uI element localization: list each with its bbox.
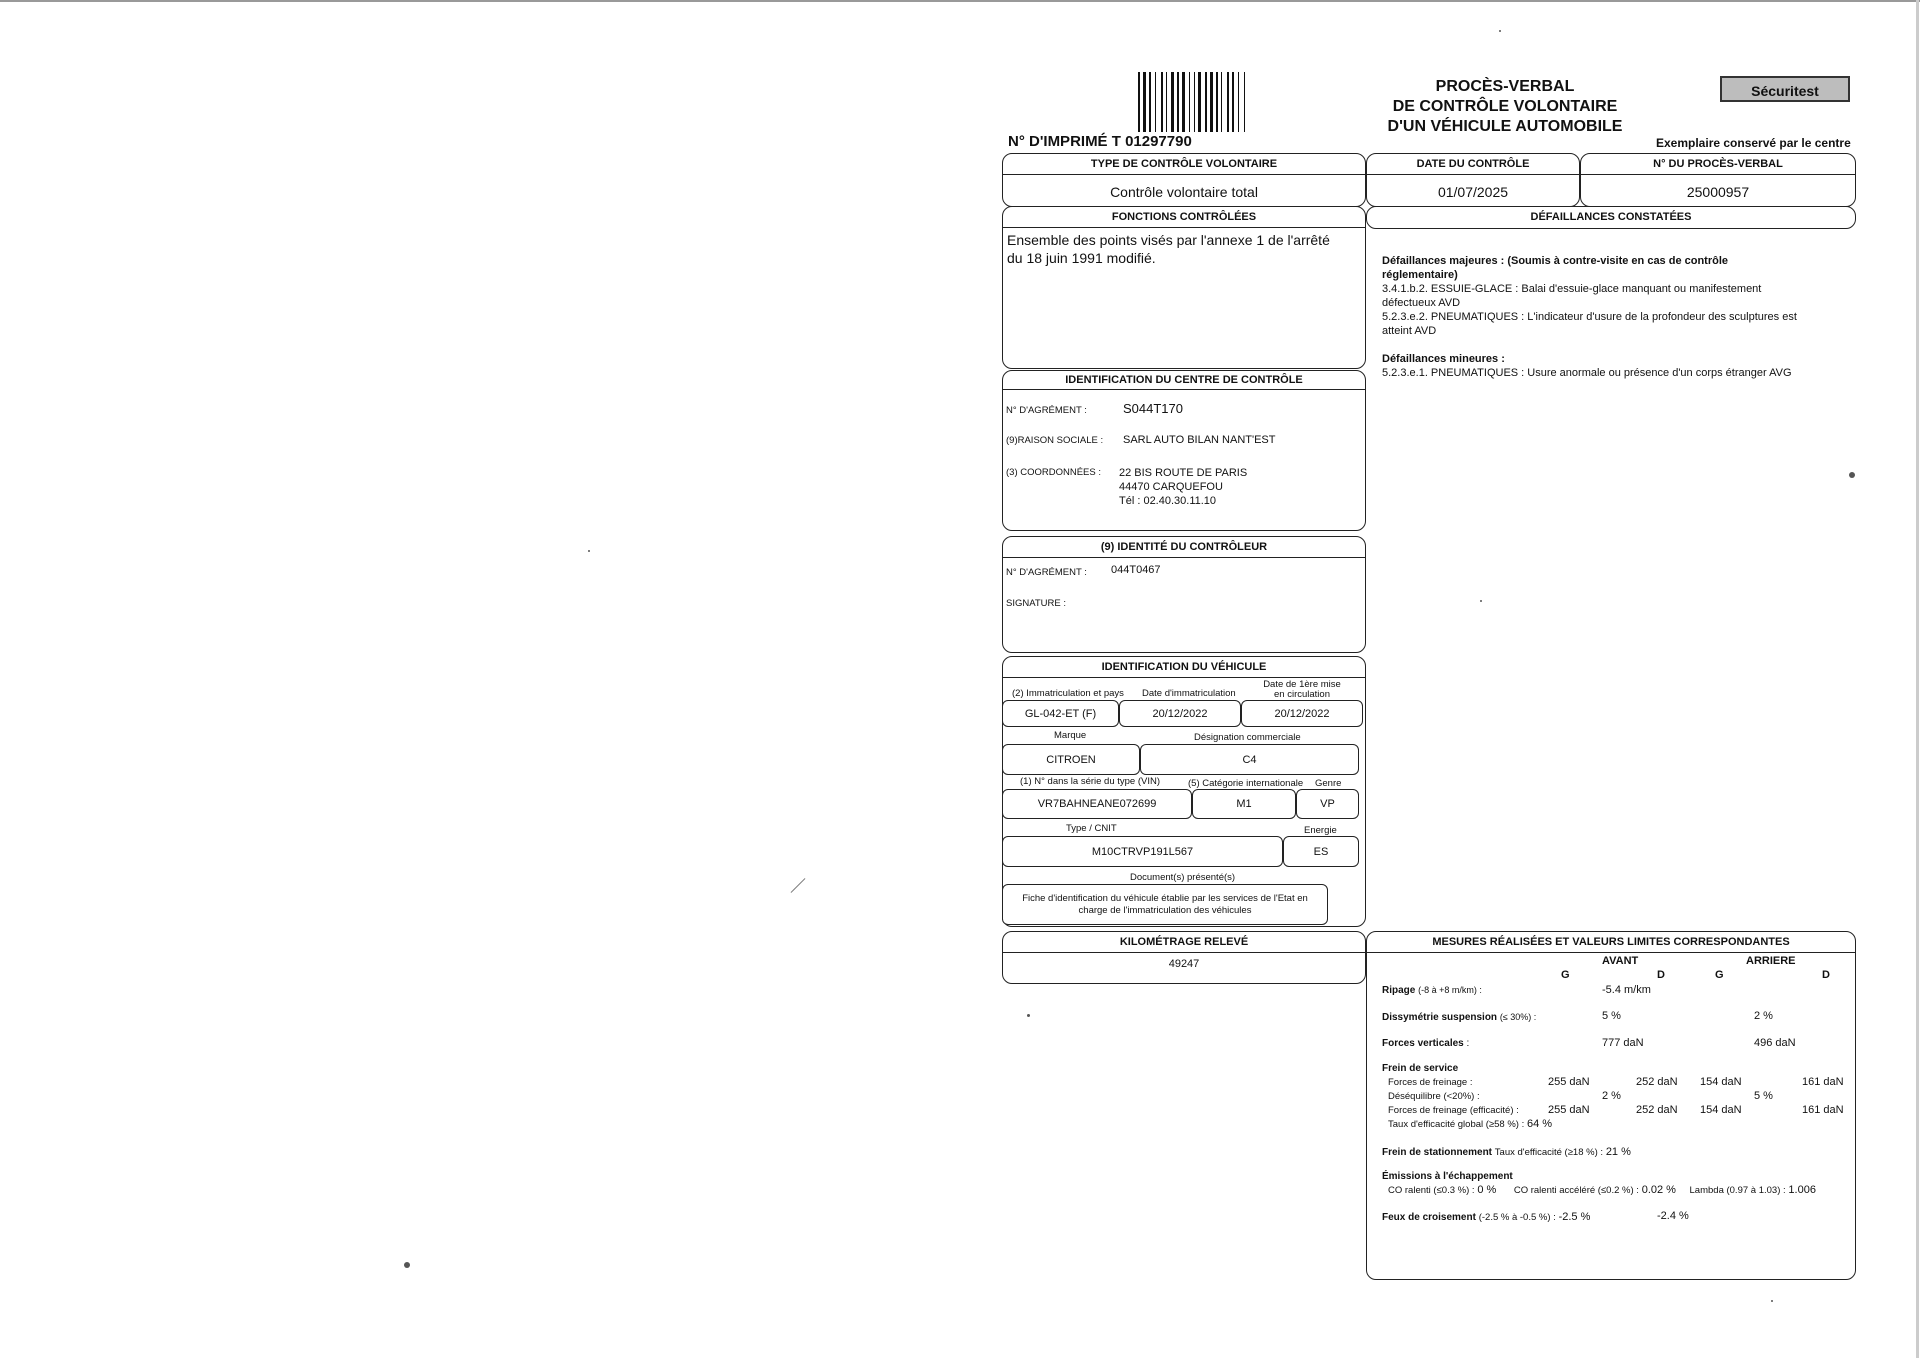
barcode-bar — [1171, 72, 1174, 132]
barcode-bar — [1143, 72, 1146, 132]
stationnement-value: 21 % — [1605, 1146, 1631, 1158]
energie-value: ES — [1283, 836, 1359, 867]
forces-v-ar: 496 daN — [1754, 1037, 1796, 1049]
categorie-label: (5) Catégorie internationale — [1188, 778, 1304, 789]
lambda-value: 1.006 — [1788, 1184, 1816, 1196]
barcode-bar — [1210, 72, 1213, 132]
ffe-arg: 154 daN — [1700, 1104, 1742, 1116]
date-controle-box — [1366, 153, 1580, 207]
defaillances-header-box — [1366, 206, 1856, 229]
scan-speck — [588, 550, 590, 552]
barcode-bar — [1227, 72, 1229, 132]
arriere-g-header: G — [1715, 969, 1724, 981]
date-circ-label-line-2: en circulation — [1274, 689, 1330, 700]
ripage-label: Ripage — [1382, 985, 1416, 996]
dissy-ar: 2 % — [1754, 1010, 1773, 1022]
barcode-bar — [1216, 72, 1218, 132]
centre-coord-line-2: 44470 CARQUEFOU — [1119, 481, 1223, 493]
title-line-1: PROCÈS-VERBAL — [1435, 78, 1575, 95]
cnit-label: Type / CNIT — [1066, 823, 1117, 834]
pv-number-box — [1580, 153, 1856, 207]
arriere-d-header: D — [1822, 969, 1830, 981]
type-controle-label: TYPE DE CONTRÔLE VOLONTAIRE — [1003, 154, 1365, 175]
forces-v-row — [1382, 1038, 1469, 1049]
barcode-bar — [1221, 72, 1222, 132]
majeure-line-2: défectueux AVD — [1382, 297, 1461, 309]
date-circ-label-line-1: Date de 1ère mise — [1263, 679, 1341, 690]
feux-limit: (-2.5 % à -0.5 %) : — [1478, 1212, 1556, 1223]
barcode-bar — [1138, 72, 1140, 132]
title-line-2: DE CONTRÔLE VOLONTAIRE — [1392, 98, 1618, 115]
forces-v-av: 777 daN — [1602, 1037, 1644, 1049]
scan-mark — [791, 878, 806, 893]
centre-agrement-value: S044T170 — [1123, 401, 1183, 416]
type-controle-value: Contrôle volontaire total — [1110, 184, 1258, 200]
stationnement-label: Frein de stationnement — [1382, 1147, 1493, 1158]
dissy-limit: (≤ 30%) : — [1499, 1012, 1537, 1022]
kilometrage-box — [1002, 931, 1366, 984]
scan-speck — [1027, 1014, 1030, 1017]
barcode-bar — [1189, 72, 1190, 132]
avant-g-header: G — [1561, 969, 1570, 981]
feux-label: Feux de croisement — [1382, 1212, 1476, 1223]
document-title — [1345, 77, 1665, 137]
ff-avd: 252 daN — [1636, 1076, 1678, 1088]
designation-value: C4 — [1140, 744, 1359, 775]
documents-line-1: Fiche d'identification du véhicule établie par les services de l'Etat en — [1022, 892, 1308, 904]
emissions-row — [1388, 1184, 1816, 1196]
controleur-agrement-label: N° D'AGRÉMENT : — [1006, 567, 1087, 578]
defaillances-label: DÉFAILLANCES CONSTATÉES — [1530, 211, 1692, 223]
marque-label: Marque — [1054, 730, 1087, 741]
barcode-bar — [1198, 72, 1201, 132]
pv-number-value: 25000957 — [1686, 184, 1750, 200]
cnit-value: M10CTRVP191L567 — [1002, 836, 1283, 867]
barcode-bar — [1244, 72, 1245, 132]
feux-row — [1382, 1211, 1590, 1223]
designation-label: Désignation commerciale — [1194, 732, 1301, 743]
emissions-title: Émissions à l'échappement — [1382, 1171, 1513, 1182]
barcode-bar — [1155, 72, 1156, 132]
centre-coord-line-3: Tél : 02.40.30.11.10 — [1119, 495, 1217, 507]
taux-global-value: 64 % — [1527, 1118, 1553, 1130]
ffe-ard: 161 daN — [1802, 1104, 1844, 1116]
immat-value: GL-042-ET (F) — [1002, 700, 1119, 727]
centre-coord-label: (3) COORDONNÉES : — [1006, 467, 1102, 478]
feux-d: -2.4 % — [1657, 1210, 1689, 1222]
fonctions-text — [1007, 231, 1330, 267]
centre-box — [1002, 370, 1366, 531]
avant-d-header: D — [1657, 969, 1665, 981]
date-circ-value: 20/12/2022 — [1241, 700, 1363, 727]
controleur-label: (9) IDENTITÉ DU CONTRÔLEUR — [1003, 537, 1365, 558]
deseq-ar: 5 % — [1754, 1090, 1773, 1102]
controleur-agrement-value: 044T0467 — [1111, 564, 1161, 576]
mineure-line-1: 5.2.3.e.1. PNEUMATIQUES : Usure anormale ou présence d'un corps étranger AVG — [1382, 367, 1792, 379]
forces-v-label: Forces verticales — [1382, 1038, 1464, 1049]
scan-speck — [1480, 600, 1482, 602]
title-line-3: D'UN VÉHICULE AUTOMOBILE — [1387, 118, 1623, 135]
ripage-limit: (-8 à +8 m/km) : — [1418, 985, 1482, 995]
barcode-bar — [1149, 72, 1151, 132]
dissy-label: Dissymétrie suspension — [1382, 1012, 1498, 1023]
controleur-box — [1002, 536, 1366, 653]
ripage-row — [1382, 985, 1482, 996]
barcode-bar — [1161, 72, 1163, 132]
imprime-number: N° D'IMPRIMÉ T 01297790 — [1008, 133, 1192, 150]
documents-label: Document(s) présenté(s) — [1130, 872, 1236, 883]
documents-value — [1002, 884, 1328, 925]
centre-coord-line-1: 22 BIS ROUTE DE PARIS — [1119, 467, 1248, 479]
ripage-value: -5.4 m/km — [1602, 984, 1651, 996]
genre-value: VP — [1296, 789, 1359, 819]
immat-label: (2) Immatriculation et pays — [1012, 688, 1124, 699]
date-circ-label — [1240, 680, 1364, 700]
lambda-label: Lambda (0.97 à 1.03) : — [1689, 1185, 1786, 1196]
barcode-bar — [1166, 72, 1167, 132]
pv-number-label: N° DU PROCÈS-VERBAL — [1581, 154, 1855, 175]
exemplaire-note: Exemplaire conservé par le centre — [1656, 136, 1851, 150]
vehicule-label: IDENTIFICATION DU VÉHICULE — [1003, 657, 1365, 678]
scan-speck — [1499, 30, 1501, 32]
avant-header: AVANT — [1602, 955, 1639, 967]
scan-speck — [1849, 472, 1855, 478]
signature-label: SIGNATURE : — [1006, 598, 1066, 609]
ff-ard: 161 daN — [1802, 1076, 1844, 1088]
barcode-bar — [1232, 72, 1234, 132]
scan-speck — [404, 1262, 410, 1268]
vin-label: (1) N° dans la série du type (VIN) — [1020, 776, 1161, 787]
brand-badge: Sécuritest — [1720, 76, 1850, 102]
feux-g: -2.5 % — [1558, 1211, 1591, 1223]
marque-value: CITROEN — [1002, 744, 1140, 775]
forces-freinage-label: Forces de freinage : — [1388, 1077, 1473, 1088]
date-immat-value: 20/12/2022 — [1119, 700, 1241, 727]
type-controle-box — [1002, 153, 1366, 207]
dissy-row — [1382, 1012, 1536, 1023]
taux-global-label: Taux d'efficacité global (≥58 %) : — [1388, 1119, 1525, 1130]
stationnement-limit: Taux d'efficacité (≥18 %) : — [1494, 1147, 1604, 1158]
majeure-line-3: 5.2.3.e.2. PNEUMATIQUES : L'indicateur d'usure de la profondeur des sculptures est — [1382, 311, 1797, 323]
barcode — [1138, 72, 1284, 132]
ff-avg: 255 daN — [1548, 1076, 1590, 1088]
barcode-bar — [1205, 72, 1207, 132]
frein-service-title: Frein de service — [1382, 1063, 1459, 1074]
scan-speck — [1771, 1300, 1773, 1302]
majeures-title-2: réglementaire) — [1382, 269, 1458, 281]
scan-edge-line — [0, 0, 1920, 2]
fonctions-box — [1002, 206, 1366, 369]
arriere-header: ARRIERE — [1746, 955, 1796, 967]
defaillances-content — [1382, 254, 1852, 380]
deseq-av: 2 % — [1602, 1090, 1621, 1102]
stationnement-row — [1382, 1146, 1631, 1158]
centre-raison-value: SARL AUTO BILAN NANT'EST — [1123, 434, 1276, 446]
taux-global-row — [1388, 1118, 1552, 1130]
majeure-line-4: atteint AVD — [1382, 325, 1437, 337]
genre-label: Genre — [1315, 778, 1342, 789]
dissy-av: 5 % — [1602, 1010, 1621, 1022]
deseq-label: Déséquilibre (<20%) : — [1388, 1091, 1480, 1102]
fonctions-label: FONCTIONS CONTRÔLÉES — [1003, 207, 1365, 228]
kilometrage-value: 49247 — [1168, 958, 1200, 970]
co-ralenti-label: CO ralenti (≤0.3 %) : — [1388, 1185, 1475, 1196]
centre-label: IDENTIFICATION DU CENTRE DE CONTRÔLE — [1003, 371, 1365, 390]
centre-coord-value — [1119, 466, 1247, 508]
mesures-label: MESURES RÉALISÉES ET VALEURS LIMITES CORRESPONDANTES — [1367, 932, 1855, 953]
ffe-avg: 255 daN — [1548, 1104, 1590, 1116]
co-accel-label: CO ralenti accéléré (≤0.2 %) : — [1513, 1185, 1639, 1196]
barcode-bar — [1177, 72, 1179, 132]
barcode-bar — [1194, 72, 1195, 132]
scan-right-edge — [1916, 0, 1919, 1358]
ffe-avd: 252 daN — [1636, 1104, 1678, 1116]
co-ralenti-value: 0 % — [1477, 1184, 1497, 1196]
date-controle-value: 01/07/2025 — [1437, 184, 1509, 200]
barcode-bar — [1238, 72, 1239, 132]
co-accel-value: 0.02 % — [1641, 1184, 1676, 1196]
kilometrage-label: KILOMÉTRAGE RELEVÉ — [1003, 932, 1365, 953]
fonctions-line-2: du 18 juin 1991 modifié. — [1007, 250, 1156, 266]
vin-value: VR7BAHNEANE072699 — [1002, 789, 1192, 819]
ffe-label: Forces de freinage (efficacité) : — [1388, 1105, 1519, 1116]
ff-arg: 154 daN — [1700, 1076, 1742, 1088]
documents-line-2: charge de l'immatriculation des véhicules — [1078, 904, 1252, 916]
date-immat-label: Date d'immatriculation — [1142, 688, 1236, 699]
energie-label: Energie — [1304, 825, 1337, 836]
categorie-value: M1 — [1192, 789, 1296, 819]
centre-agrement-label: N° D'AGRÉMENT : — [1006, 405, 1087, 416]
mineures-title: Défaillances mineures : — [1382, 353, 1505, 365]
forces-v-suffix: : — [1463, 1038, 1470, 1049]
majeure-line-1: 3.4.1.b.2. ESSUIE-GLACE : Balai d'essuie-glace manquant ou manifestement — [1382, 283, 1762, 295]
date-controle-label: DATE DU CONTRÔLE — [1367, 154, 1579, 175]
majeures-title-1: Défaillances majeures : (Soumis à contre-visite en cas de contrôle — [1382, 255, 1729, 267]
barcode-bar — [1182, 72, 1185, 132]
centre-raison-label: (9)RAISON SOCIALE : — [1006, 435, 1104, 446]
fonctions-line-1: Ensemble des points visés par l'annexe 1 de l'arrêté — [1007, 232, 1330, 248]
